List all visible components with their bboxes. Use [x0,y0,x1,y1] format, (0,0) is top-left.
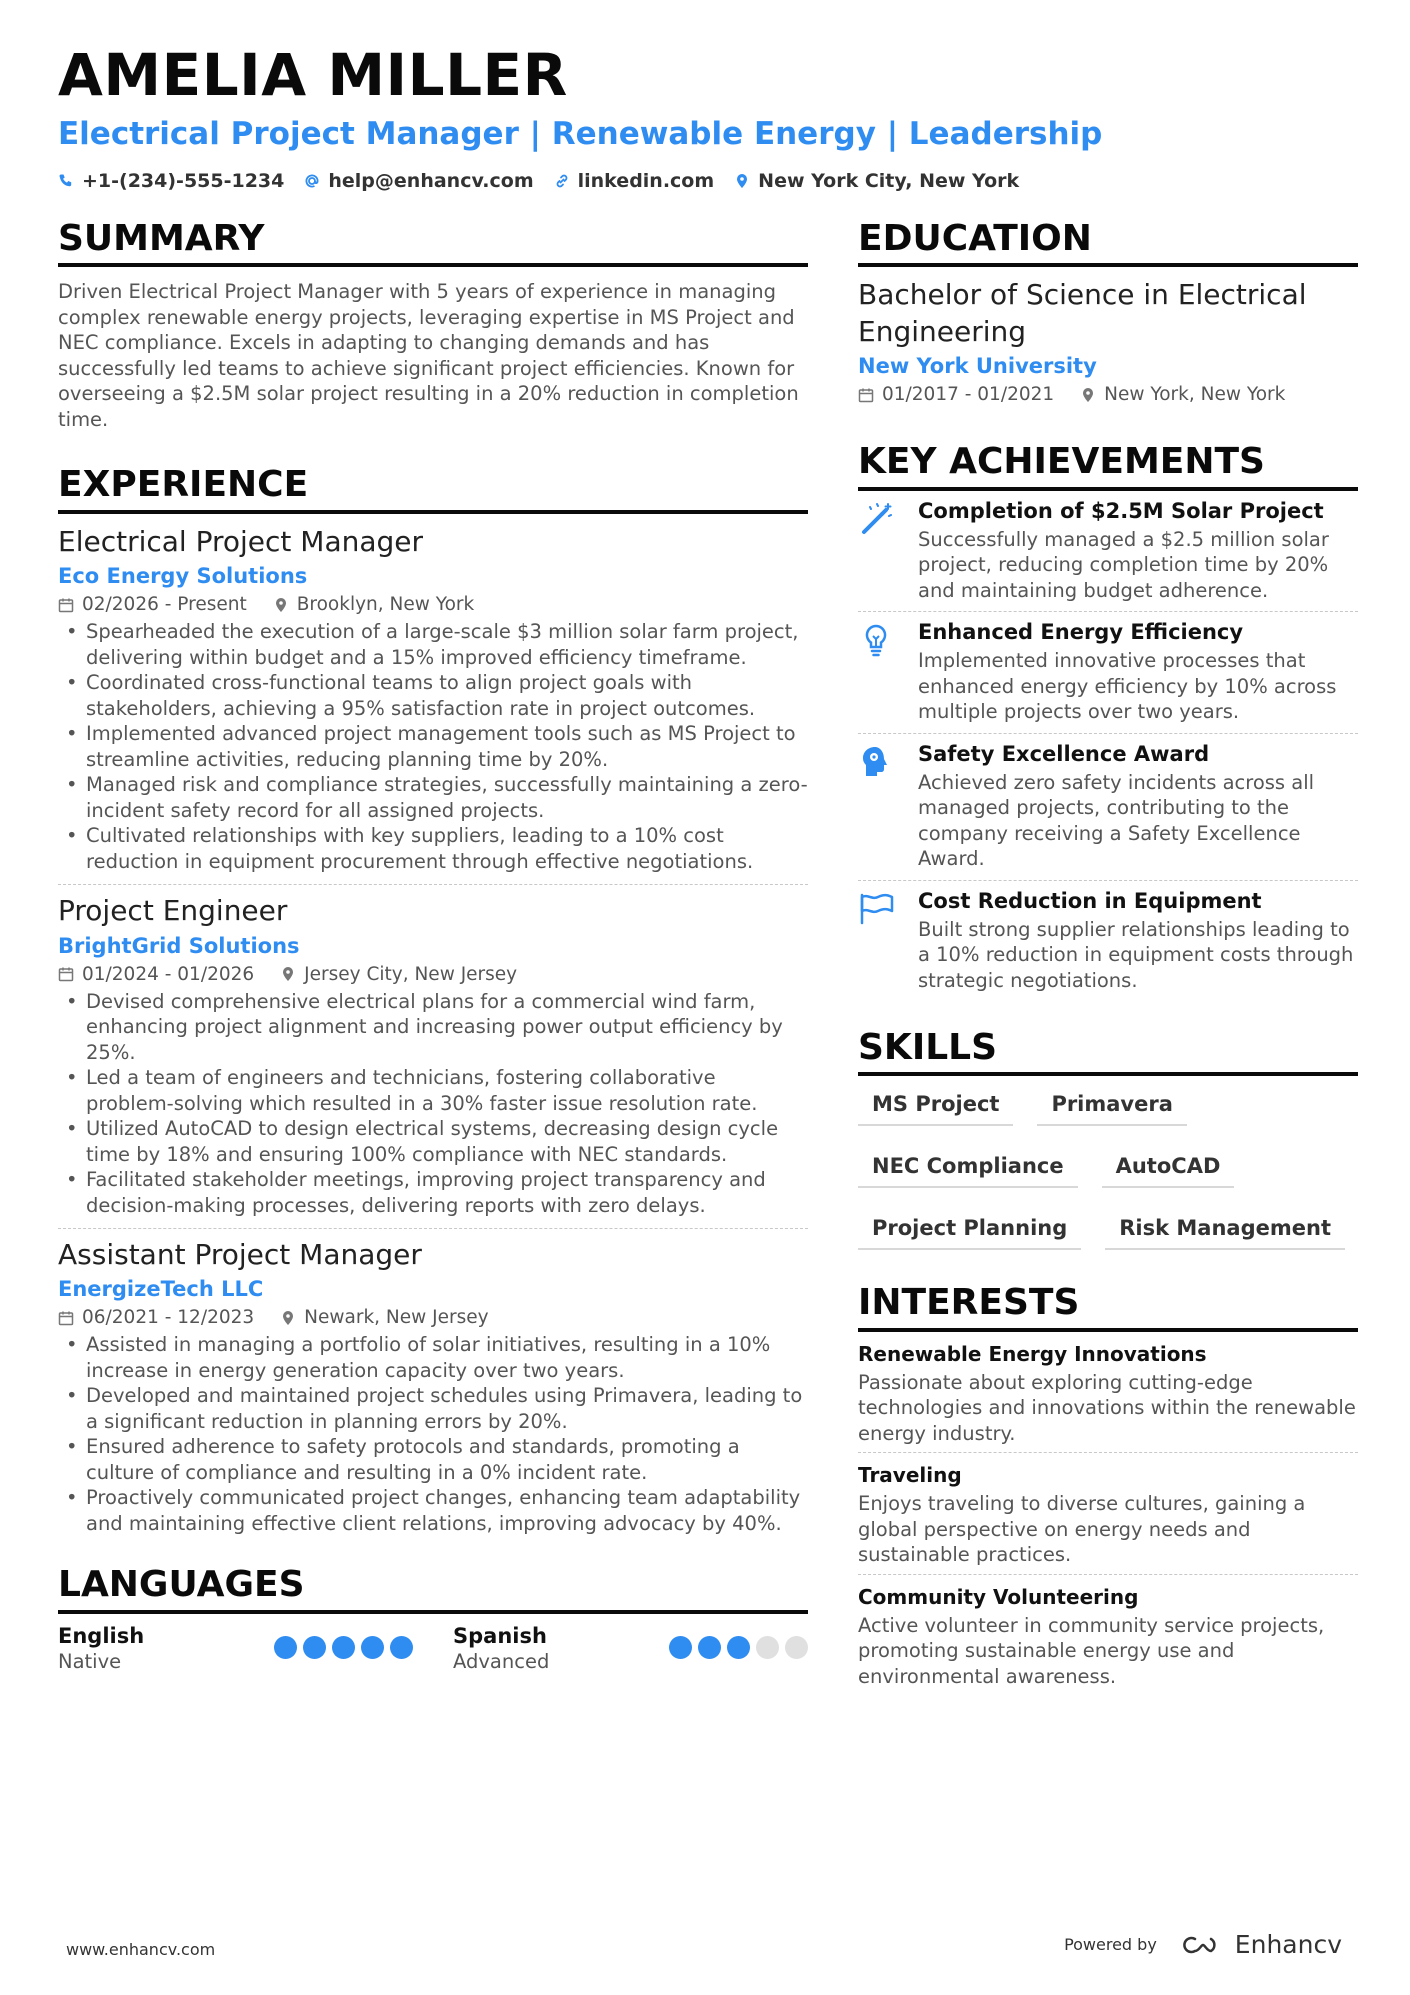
brand-logo[interactable] [1181,1930,1342,1959]
achievements-heading: KEY ACHIEVEMENTS [858,441,1358,490]
bullet-item: • Proactively communicated project changes, enhancing team adaptability and maintaining effective client relations, improving advocacy by 40%. [58,1485,808,1536]
link-icon [554,173,570,189]
experience-entry [58,893,808,1218]
rating-dot [727,1636,750,1659]
magic-wand-icon [858,501,894,537]
role-title: Assistant Project Manager [58,1238,422,1272]
achievement-item [858,491,1358,612]
language-level: Native [58,1649,122,1673]
interest-title: Traveling [858,1463,962,1488]
flag-icon [858,891,896,927]
head-brain-icon [858,744,894,780]
bullet-item: • Cultivated relationships with key suppliers, leading to a 10% cost reduction in equipment procurement through effective negotiations. [58,823,808,874]
experience-entry [58,524,808,874]
achievement-title: Safety Excellence Award [918,741,1210,766]
location-text: New York City, New York [758,170,1020,192]
left-column [58,218,808,1673]
bullet-item: • Spearheaded the execution of a large-scale $3 million solar farm project, delivering within budget and a 15% improved efficiency timeframe. [58,619,808,670]
role-location: Brooklyn, New York [296,594,475,616]
right-column [858,218,1358,1695]
interest-item [858,1575,1358,1696]
role-bullets [58,1332,808,1536]
rating-dot [390,1636,413,1659]
skills-list [858,1086,1358,1250]
achievement-item [858,612,1358,733]
calendar-icon [58,966,74,982]
language-item [453,1624,808,1673]
role-dates: 06/2021 - 12/2023 [82,1307,255,1329]
candidate-title: Electrical Project Manager | Renewable Energy | Leadership [58,116,1103,152]
achievement-text: Implemented innovative processes that enhanced energy efficiency by 10% across multiple projects over two years. [918,649,1337,724]
company-name: BrightGrid Solutions [58,933,300,958]
bullet-item: • Utilized AutoCAD to design electrical systems, decreasing design cycle time by 18% and ensuring 100% compliance with NEC standards. [58,1116,808,1167]
interest-item [858,1332,1358,1453]
lightbulb-icon [858,622,894,658]
interests-heading: INTERESTS [858,1282,1358,1331]
achievement-text: Built strong supplier relationships leading to a 10% reduction in equipment costs through strategic negotiations. [918,917,1354,992]
interest-item [858,1453,1358,1574]
email-text: help@enhancv.com [328,170,534,192]
role-meta [58,1307,808,1328]
rating-dot [756,1636,779,1659]
interest-title: Community Volunteering [858,1584,1139,1609]
role-bullets [58,989,808,1219]
rating-dot [785,1636,808,1659]
location-pin-icon [1080,387,1096,403]
contact-location [734,170,1019,192]
education-dates: 01/2017 - 01/2021 [882,384,1055,406]
achievement-text: Successfully managed a $2.5 million solar project, reducing completion time by 20% and maintaining budget adherence. [918,527,1329,602]
role-meta [58,964,808,985]
language-name: Spanish [453,1623,547,1648]
experience-entry [58,1237,808,1536]
bullet-item: • Developed and maintained project schedules using Primavera, leading to a significant reduction in planning errors by 20%. [58,1383,808,1434]
bullet-item: • Implemented advanced project management tools such as MS Project to streamline activities, reducing planning time by 20%. [58,721,808,772]
language-level: Advanced [453,1649,550,1673]
rating-dot [274,1636,297,1659]
bullet-item: • Managed risk and compliance strategies, successfully maintaining a zero-incident safety record for all assigned projects. [58,772,808,823]
achievement-title: Cost Reduction in Equipment [918,888,1262,913]
entry-divider [58,1228,808,1229]
bullet-item: • Assisted in managing a portfolio of solar initiatives, resulting in a 10% increase in energy generation capacity over two years. [58,1332,808,1383]
role-title: Project Engineer [58,894,288,928]
skill-tag: AutoCAD [1102,1148,1235,1188]
rating-dot [332,1636,355,1659]
rating-dot [669,1636,692,1659]
achievement-item [858,881,1358,1002]
achievement-title: Completion of $2.5M Solar Project [918,498,1324,523]
school-name: New York University [858,354,1097,379]
skill-tag: Project Planning [858,1210,1081,1250]
education-location: New York, New York [1104,384,1286,406]
contact-linkedin[interactable] [554,170,715,192]
bullet-item: • Devised comprehensive electrical plans for a commercial wind farm, enhancing project alignment and increasing power output efficiency by 25%. [58,989,808,1066]
language-rating [274,1636,413,1673]
degree-title: Bachelor of Science in Electrical Engineering [858,278,1307,348]
role-dates: 02/2026 - Present [82,594,247,616]
rating-dot [698,1636,721,1659]
company-name: EnergizeTech LLC [58,1277,264,1302]
skill-tag: MS Project [858,1086,1013,1126]
skill-tag: Risk Management [1105,1210,1345,1250]
experience-heading: EXPERIENCE [58,464,808,513]
language-item [58,1624,413,1673]
achievement-text: Achieved zero safety incidents across all managed projects, contributing to the company receiving a Safety Excellence Award. [918,770,1315,871]
powered-by-label: Powered by [1064,1935,1157,1954]
contact-bar [58,170,1019,192]
brand-name: Enhancv [1234,1930,1342,1959]
bullet-item: • Led a team of engineers and technicians, fostering collaborative problem-solving which resulted in a 30% faster issue resolution rate. [58,1065,808,1116]
summary-heading: SUMMARY [58,218,808,267]
skills-heading: SKILLS [858,1027,1358,1076]
company-name: Eco Energy Solutions [58,564,308,589]
summary-text: Driven Electrical Project Manager with 5 years of experience in managing complex renewable energy projects, leveraging expertise in MS Project and NEC compliance. Excels in adapting to changing demands and has successfully led teams to achieve significant project efficiencies. Known for overseeing a $2.5M solar project resulting in a 20% reduction in completion time. [58,280,799,431]
location-pin-icon [280,966,296,982]
achievement-title: Enhanced Energy Efficiency [918,620,1244,645]
languages-list [58,1624,808,1673]
phone-text: +1-(234)-555-1234 [82,170,285,192]
enhancv-logo-icon [1181,1933,1225,1957]
interest-text: Active volunteer in community service projects, promoting sustainable energy use and environmental awareness. [858,1613,1325,1688]
footer-website[interactable]: www.enhancv.com [66,1940,216,1959]
role-bullets [58,619,808,874]
linkedin-text: linkedin.com [577,170,715,192]
calendar-icon [858,387,874,403]
language-rating [669,1636,808,1673]
interest-text: Enjoys traveling to diverse cultures, gaining a global perspective on energy needs and sustainable practices. [858,1492,1306,1567]
at-icon [304,173,320,189]
interest-title: Renewable Energy Innovations [858,1341,1207,1366]
phone-icon [58,173,74,189]
contact-phone[interactable] [58,170,284,192]
achievement-item [858,734,1358,880]
role-location: Newark, New Jersey [304,1307,489,1329]
calendar-icon [58,1310,74,1326]
candidate-name: AMELIA MILLER [58,41,568,109]
education-heading: EDUCATION [858,218,1358,267]
footer-branding [1064,1930,1342,1959]
languages-heading: LANGUAGES [58,1564,808,1613]
role-meta [58,594,808,615]
skill-tag: NEC Compliance [858,1148,1078,1188]
location-pin-icon [273,597,289,613]
skill-tag: Primavera [1037,1086,1186,1126]
interest-text: Passionate about exploring cutting-edge technologies and innovations within the renewable energy industry. [858,1370,1356,1445]
bullet-item: • Facilitated stakeholder meetings, improving project transparency and decision-making processes, delivering reports with zero delays. [58,1167,808,1218]
education-meta [858,384,1358,405]
role-dates: 01/2024 - 01/2026 [82,963,255,985]
calendar-icon [58,597,74,613]
language-name: English [58,1623,145,1648]
role-location: Jersey City, New Jersey [304,963,518,985]
bullet-item: • Coordinated cross-functional teams to align project goals with stakeholders, achieving a 95% satisfaction rate in project outcomes. [58,670,808,721]
bullet-item: • Ensured adherence to safety protocols and standards, promoting a culture of compliance and resulting in a 0% incident rate. [58,1434,808,1485]
location-pin-icon [734,173,750,189]
rating-dot [303,1636,326,1659]
role-title: Electrical Project Manager [58,524,424,558]
entry-divider [58,884,808,885]
rating-dot [361,1636,384,1659]
location-pin-icon [280,1310,296,1326]
contact-email[interactable] [304,170,533,192]
